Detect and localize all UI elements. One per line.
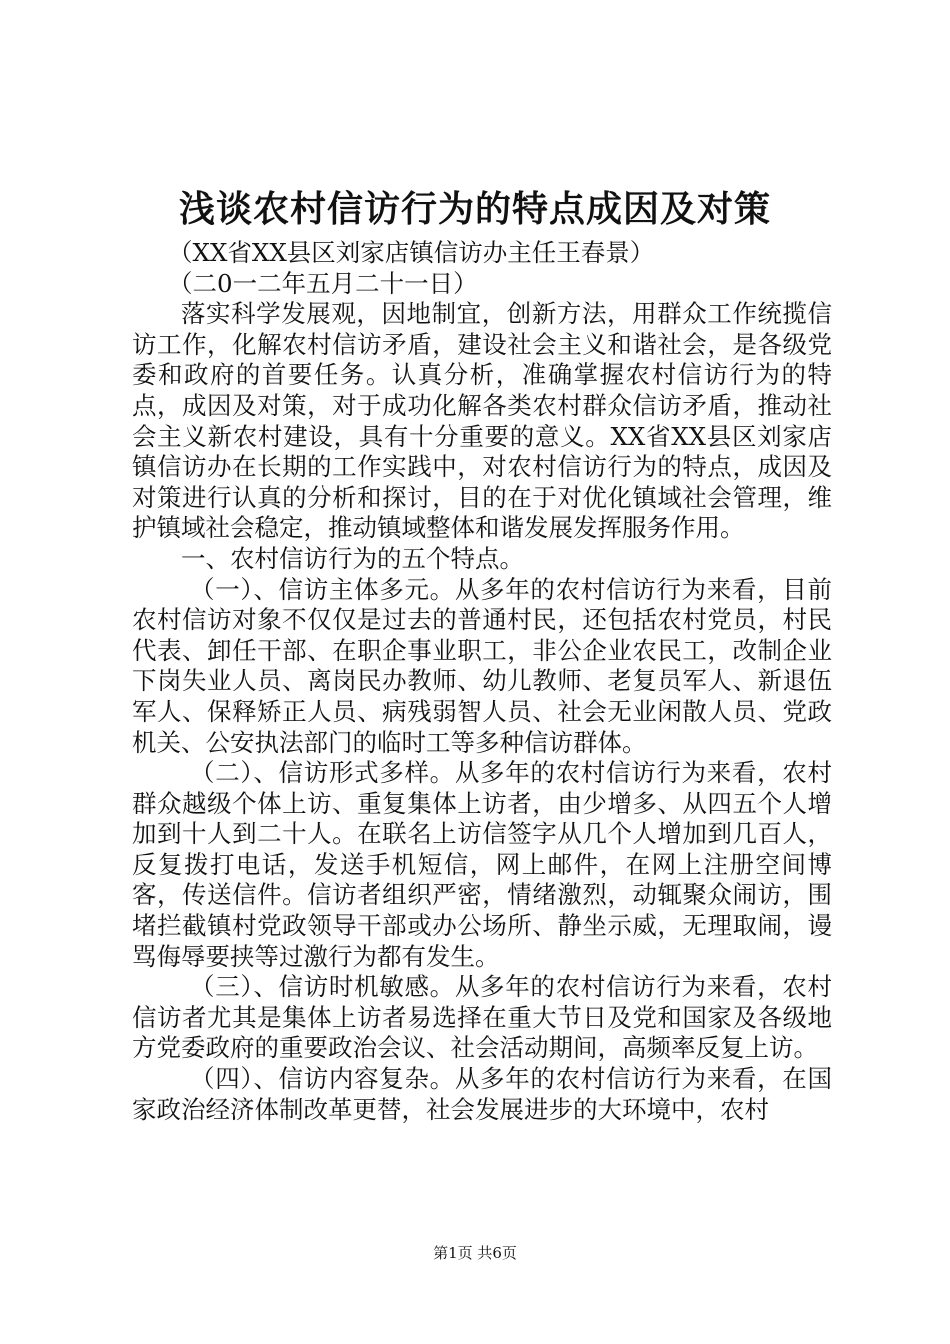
subsection-paragraph-4: （四）、信访内容复杂。从多年的农村信访行为来看，在国家政治经济体制改革更替，社会发展进步的大环境中，农村 [132, 1064, 832, 1124]
section-heading: 一、农村信访行为的五个特点。 [181, 543, 524, 573]
subsection-paragraph-1: （一）、信访主体多元。从多年的农村信访行为来看，目前农村信访对象不仅仅是过去的普通村民，还包括农村党员，村民代表、卸任干部、在职企事业职工，非公企业农民工，改制企业下岗失业人员、离岗民办教师、幼儿教师、老复员军人、新退伍军人、保释矫正人员、病残弱智人员、社会无业闲散人员、党政机关、公安执法部门的临时工等多种信访群体。 [132, 574, 832, 757]
subsection-paragraph-2: （二）、信访形式多样。从多年的农村信访行为来看，农村群众越级个体上访、重复集体上访者，由少增多、从四五个人增加到十人到二十人。在联名上访信签字从几个人增加到几百人，反复拨打电话，发送手机短信，网上邮件，在网上注册空间博客，传送信件。信访者组织严密，情绪激烈，动辄聚众闹访，围堵拦截镇村党政领导干部或办公场所、静坐示威，无理取闹，谩骂侮辱要挟等过激行为都有发生。 [132, 758, 832, 971]
page-footer: 第1页 共6页 [433, 1244, 517, 1262]
document-title: 浅谈农村信访行为的特点成因及对策 [178, 188, 771, 230]
author-line: （XX省XX县区刘家店镇信访办主任王春景） [168, 238, 655, 267]
subsection-paragraph-3: （三）、信访时机敏感。从多年的农村信访行为来看，农村信访者尤其是集体上访者易选择在重大节日及党和国家及各级地方党委政府的重要政治会议、社会活动期间，高频率反复上访。 [132, 972, 832, 1063]
date-line: （二0一二年五月二十一日） [168, 268, 478, 298]
intro-paragraph: 落实科学发展观，因地制宜，创新方法，用群众工作统揽信访工作，化解农村信访矛盾，建设社会主义和谐社会，是各级党委和政府的首要任务。认真分析，准确掌握农村信访行为的特点，成因及对策，对于成功化解各类农村群众信访矛盾，推动社会主义新农村建设，具有十分重要的意义。XX省XX县区刘家店镇信访办在长期的工作实践中，对农村信访行为的特点，成因及对策进行认真的分析和探讨，目的在于对优化镇域社会管理，维护镇域社会稳定，推动镇域整体和谐发展发挥服务作用。 [132, 299, 832, 543]
document-body [132, 238, 832, 1125]
